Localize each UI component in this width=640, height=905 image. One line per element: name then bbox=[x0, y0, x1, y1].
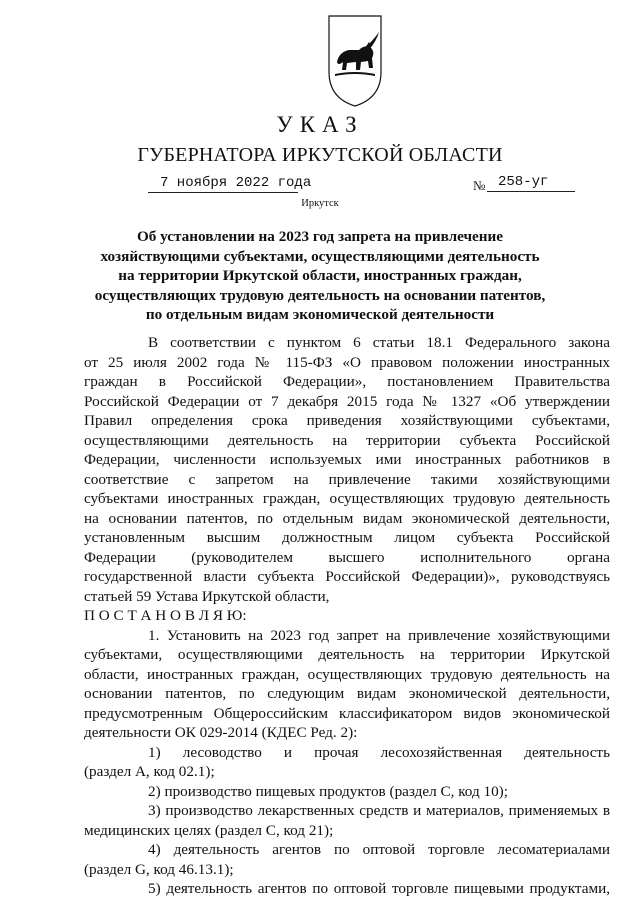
resolution-word: П О С Т А Н О В Л Я Ю: bbox=[84, 607, 247, 624]
body-line: статьей 59 Устава Иркутской области, bbox=[84, 587, 330, 605]
body-line: области, иностранных граждан, осуществляющих трудовую деятельность на bbox=[84, 665, 610, 683]
body-line: Российской Федерации от 7 декабря 2015 года № 1327 «Об утверждении bbox=[84, 392, 610, 410]
list-item: 1) лесоводство и прочая лесохозяйственная деятельность bbox=[148, 743, 610, 761]
body-line: Правил определения срока приведения хозяйствующими субъектами, bbox=[84, 412, 610, 429]
body-line: В соответствии с пунктом 6 статьи 18.1 Федерального закона bbox=[148, 334, 610, 351]
body-line: субъектами, осуществляющими деятельность на территории Иркутской bbox=[84, 646, 610, 663]
decree-heading bbox=[40, 227, 600, 325]
heading-line: Об установлении на 2023 год запрета на привлечение bbox=[136, 228, 504, 245]
heading-line: на территории Иркутской области, иностранных граждан, bbox=[118, 267, 522, 284]
list-item: 4) деятельность агентов по оптовой торговле лесоматериалами bbox=[148, 841, 610, 858]
list-item: (раздел А, код 02.1); bbox=[84, 763, 215, 780]
heading-line: осуществляющих трудовую деятельность на основании патентов, bbox=[94, 286, 546, 304]
city-name: Иркутск bbox=[301, 198, 339, 209]
decree-number: 258-уг bbox=[498, 174, 549, 190]
list-item: 2) производство пищевых продуктов (раздел С, код 10); bbox=[148, 782, 508, 800]
body-line: Федерации (руководителем высшего исполнительного органа bbox=[84, 548, 610, 566]
date-underline bbox=[148, 192, 298, 193]
list-item: (раздел G, код 46.13.1); bbox=[84, 860, 234, 878]
heading-line: по отдельным видам экономической деятельности bbox=[145, 306, 495, 323]
body-line: граждан в Российской Федерации», постановлением Правительства bbox=[84, 373, 610, 390]
body-line: от 25 июля 2002 года № 115-ФЗ «О правовом положении иностранных bbox=[84, 353, 610, 371]
body-line: субъектами иностранных граждан, осуществляющих трудовую деятельность bbox=[84, 490, 610, 507]
issuer-title: ГУБЕРНАТОРА ИРКУТСКОЙ ОБЛАСТИ bbox=[137, 144, 503, 166]
body-line: соответствие с запретом на привлечение такими хозяйствующими bbox=[84, 470, 610, 488]
decree-body bbox=[84, 333, 610, 899]
list-item: 5) деятельность агентов по оптовой торговле пищевыми продуктами, bbox=[148, 880, 610, 897]
body-line: деятельности ОК 029-2014 (КДЕС Ред. 2): bbox=[84, 724, 358, 741]
body-line: 1. Установить на 2023 год запрет на привлечение хозяйствующими bbox=[148, 626, 610, 644]
heading-line: хозяйствующими субъектами, осуществляющими деятельность bbox=[100, 247, 540, 265]
body-line: установленным высшим должностным лицом субъекта Российской bbox=[84, 529, 610, 546]
list-item: 3) производство лекарственных средств и материалов, применяемых в bbox=[148, 802, 610, 819]
decree-title: УКАЗ bbox=[276, 112, 364, 137]
coat-of-arms-icon bbox=[325, 12, 385, 108]
number-underline bbox=[487, 191, 575, 192]
body-line: осуществляющими деятельность на территории субъекта Российской bbox=[84, 431, 610, 449]
body-line: предусмотренным Общероссийским классификатором видов экономической bbox=[84, 704, 610, 722]
number-label: № bbox=[473, 178, 486, 193]
body-line: основании патентов, по следующим видам экономической деятельности, bbox=[84, 685, 610, 702]
list-item: медицинских целях (раздел С, код 21); bbox=[84, 821, 334, 839]
decree-date: 7 ноября 2022 года bbox=[160, 175, 312, 191]
body-line: государственной власти субъекта Российской Федерации)», руководствуясь bbox=[84, 568, 610, 585]
body-line: Федерации, численности используемых ими иностранных работников в bbox=[84, 451, 610, 468]
body-line: на основании патентов, по отдельным видам экономической деятельности, bbox=[84, 509, 610, 527]
